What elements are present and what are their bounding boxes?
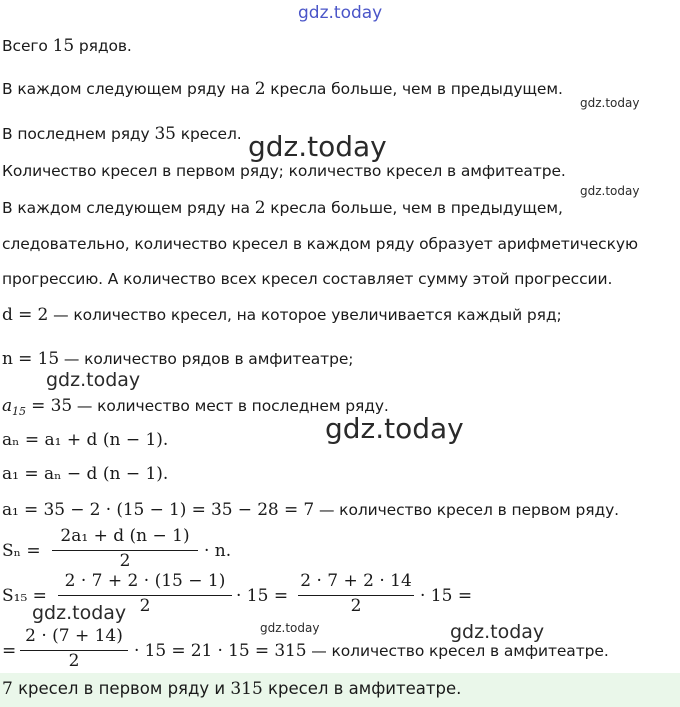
- final-denominator: 2: [68, 651, 80, 671]
- final-lhs: =: [2, 641, 17, 661]
- given-last-row: В последнем ряду 35 кресел.: [2, 124, 242, 144]
- watermark-large-1: gdz.today: [248, 130, 387, 163]
- solution-line-2: следовательно, количество кресел в каждом ряду образует арифметическую: [2, 235, 638, 253]
- formula-a1: a₁ = aₙ − d (n − 1).: [2, 464, 169, 484]
- s15-lhs: S₁₅ =: [2, 586, 47, 606]
- solution-line-3: прогрессию. А количество всех кресел составляет сумму этой прогрессии.: [2, 270, 613, 288]
- s15-end: · 15 =: [420, 586, 473, 606]
- sn-lhs: Sₙ =: [2, 541, 41, 561]
- s15-numerator-1: 2 · 7 + 2 · (15 − 1): [64, 571, 226, 591]
- formula-an: aₙ = a₁ + d (n − 1).: [2, 430, 169, 450]
- sn-numerator: 2a₁ + d (n − 1): [60, 526, 190, 546]
- n-definition: n = 15 — количество рядов в амфитеатре;: [2, 349, 354, 369]
- sn-denominator: 2: [119, 551, 131, 571]
- watermark-medium-2: gdz.today: [32, 602, 127, 624]
- watermark-medium-1: gdz.today: [46, 369, 141, 391]
- solution-line-1: В каждом следующем ряду на 2 кресла больше, чем в предыдущем,: [2, 198, 563, 218]
- watermark-small-3: gdz.today: [260, 621, 320, 635]
- s15-mid: · 15 =: [236, 586, 289, 606]
- watermark-small-2: gdz.today: [580, 184, 640, 198]
- s15-denominator-1: 2: [139, 596, 151, 616]
- calc-a1: a₁ = 35 − 2 · (15 − 1) = 35 − 28 = 7 — количество кресел в первом ряду.: [2, 500, 620, 520]
- given-rows: Всего 15 рядов.: [2, 36, 132, 56]
- a15-definition: $a_{15} = 35$ — количество мест в последнем ряду.: [2, 396, 389, 418]
- s15-numerator-2: 2 · 7 + 2 · 14: [300, 571, 412, 591]
- watermark-top: gdz.today: [298, 3, 383, 23]
- watermark-large-2: gdz.today: [325, 412, 464, 445]
- final-numerator: 2 · (7 + 14): [25, 626, 123, 646]
- d-definition: d = 2 — количество кресел, на которое увеличивается каждый ряд;: [2, 305, 562, 325]
- s15-denominator-2: 2: [350, 596, 362, 616]
- watermark-medium-3: gdz.today: [450, 621, 545, 643]
- sn-rest: · n.: [204, 541, 232, 561]
- final-result: · 15 = 21 · 15 = 315 — количество кресел в амфитеатре.: [134, 641, 609, 661]
- watermark-small-1: gdz.today: [580, 96, 640, 110]
- question: Количество кресел в первом ряду; количество кресел в амфитеатре.: [2, 162, 566, 180]
- answer-text: 7 кресел в первом ряду и 315 кресел в амфитеатре.: [2, 679, 462, 699]
- given-step: В каждом следующем ряду на 2 кресла больше, чем в предыдущем.: [2, 79, 563, 99]
